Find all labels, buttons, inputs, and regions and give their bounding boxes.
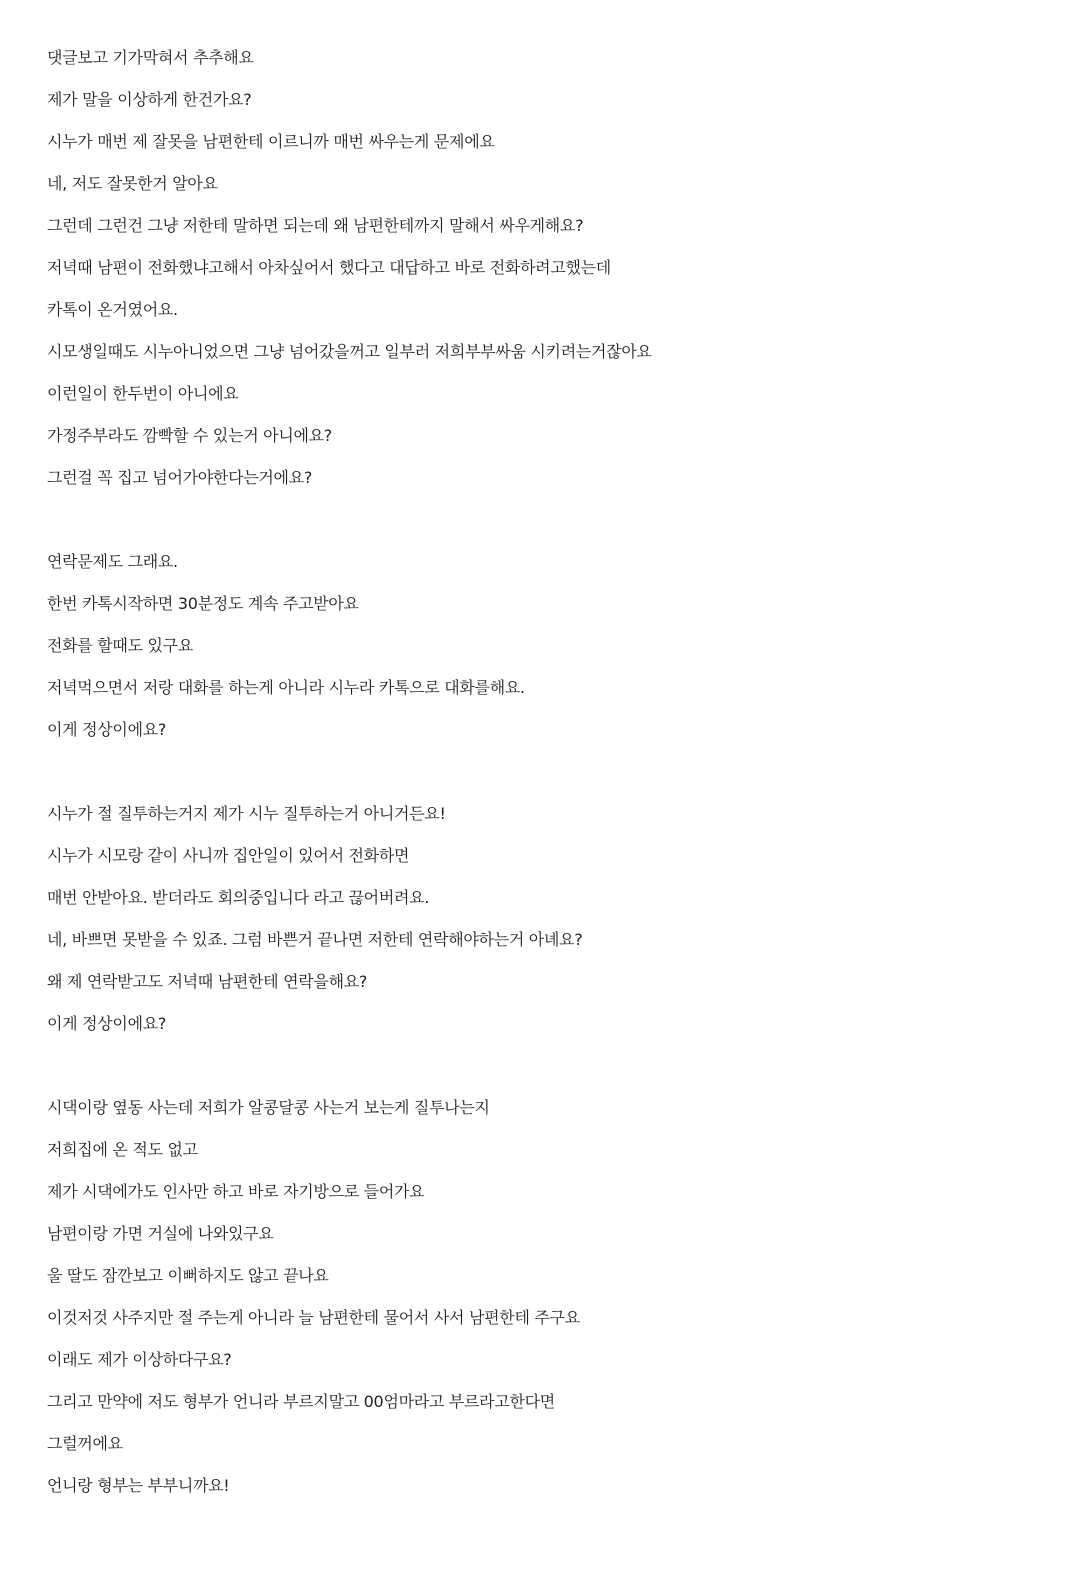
text-line: 카톡이 온거였어요.	[47, 300, 178, 319]
text-line: 저녁먹으면서 저랑 대화를 하는게 아니라 시누라 카톡으로 대화를해요.	[47, 678, 525, 697]
text-line: 이게 정상이에요?	[47, 720, 167, 739]
text-line: 저희집에 온 적도 없고	[47, 1140, 198, 1159]
text-line: 그럴꺼에요	[47, 1434, 123, 1453]
text-line: 한번 카톡시작하면 30분정도 계속 주고받아요	[47, 594, 359, 613]
paragraph-4	[47, 1087, 1057, 1507]
text-line: 제가 말을 이상하게 한건가요?	[47, 90, 252, 109]
text-line: 이게 정상이에요?	[47, 1014, 167, 1033]
text-line: 시모생일때도 시누아니었으면 그냥 넘어갔을꺼고 일부러 저희부부싸움 시키려는거잖아요	[47, 342, 652, 361]
paragraph-1	[47, 37, 1057, 499]
text-line: 전화를 할때도 있구요	[47, 636, 193, 655]
text-line: 저녁때 남편이 전화했냐고해서 아차싶어서 했다고 대답하고 바로 전화하려고했는데	[47, 258, 611, 277]
text-line: 네, 저도 잘못한거 알아요	[47, 174, 218, 193]
text-line: 매번 안받아요. 받더라도 회의중입니다 라고 끊어버려요.	[47, 888, 430, 907]
text-line: 그런데 그런건 그냥 저한테 말하면 되는데 왜 남편한테까지 말해서 싸우게해요?	[47, 216, 584, 235]
text-line: 왜 제 연락받고도 저녁때 남편한테 연락을해요?	[47, 972, 368, 991]
text-line: 제가 시댁에가도 인사만 하고 바로 자기방으로 들어가요	[47, 1182, 425, 1201]
text-line: 그리고 만약에 저도 형부가 언니라 부르지말고 00엄마라고 부르라고한다면	[47, 1392, 555, 1411]
text-line: 네, 바쁘면 못받을 수 있죠. 그럼 바쁜거 끝나면 저한테 연락해야하는거 아녜요?	[47, 930, 583, 949]
paragraph-3	[47, 793, 1057, 1045]
text-line: 가정주부라도 깜빡할 수 있는거 아니에요?	[47, 426, 332, 445]
text-line: 연락문제도 그래요.	[47, 552, 178, 571]
paragraph-2	[47, 541, 1057, 751]
text-line: 댓글보고 기가막혀서 추추해요	[47, 48, 254, 67]
text-line: 울 딸도 잠깐보고 이뻐하지도 않고 끝나요	[47, 1266, 329, 1285]
text-line: 이것저것 사주지만 절 주는게 아니라 늘 남편한테 물어서 사서 남편한테 주구요	[47, 1308, 580, 1327]
text-line: 남편이랑 가면 거실에 나와있구요	[47, 1224, 274, 1243]
text-line: 시댁이랑 옆동 사는데 저희가 알콩달콩 사는거 보는게 질투나는지	[47, 1098, 490, 1117]
text-line: 시누가 시모랑 같이 사니까 집안일이 있어서 전화하면	[47, 846, 410, 865]
text-line: 이런일이 한두번이 아니에요	[47, 384, 239, 403]
text-line: 시누가 매번 제 잘못을 남편한테 이르니까 매번 싸우는게 문제에요	[47, 132, 495, 151]
text-line: 이래도 제가 이상하다구요?	[47, 1350, 232, 1369]
text-line: 그런걸 꼭 집고 넘어가야한다는거에요?	[47, 468, 313, 487]
text-line: 언니랑 형부는 부부니까요!	[47, 1476, 230, 1495]
text-line: 시누가 절 질투하는거지 제가 시누 질투하는거 아니거든요!	[47, 804, 446, 823]
